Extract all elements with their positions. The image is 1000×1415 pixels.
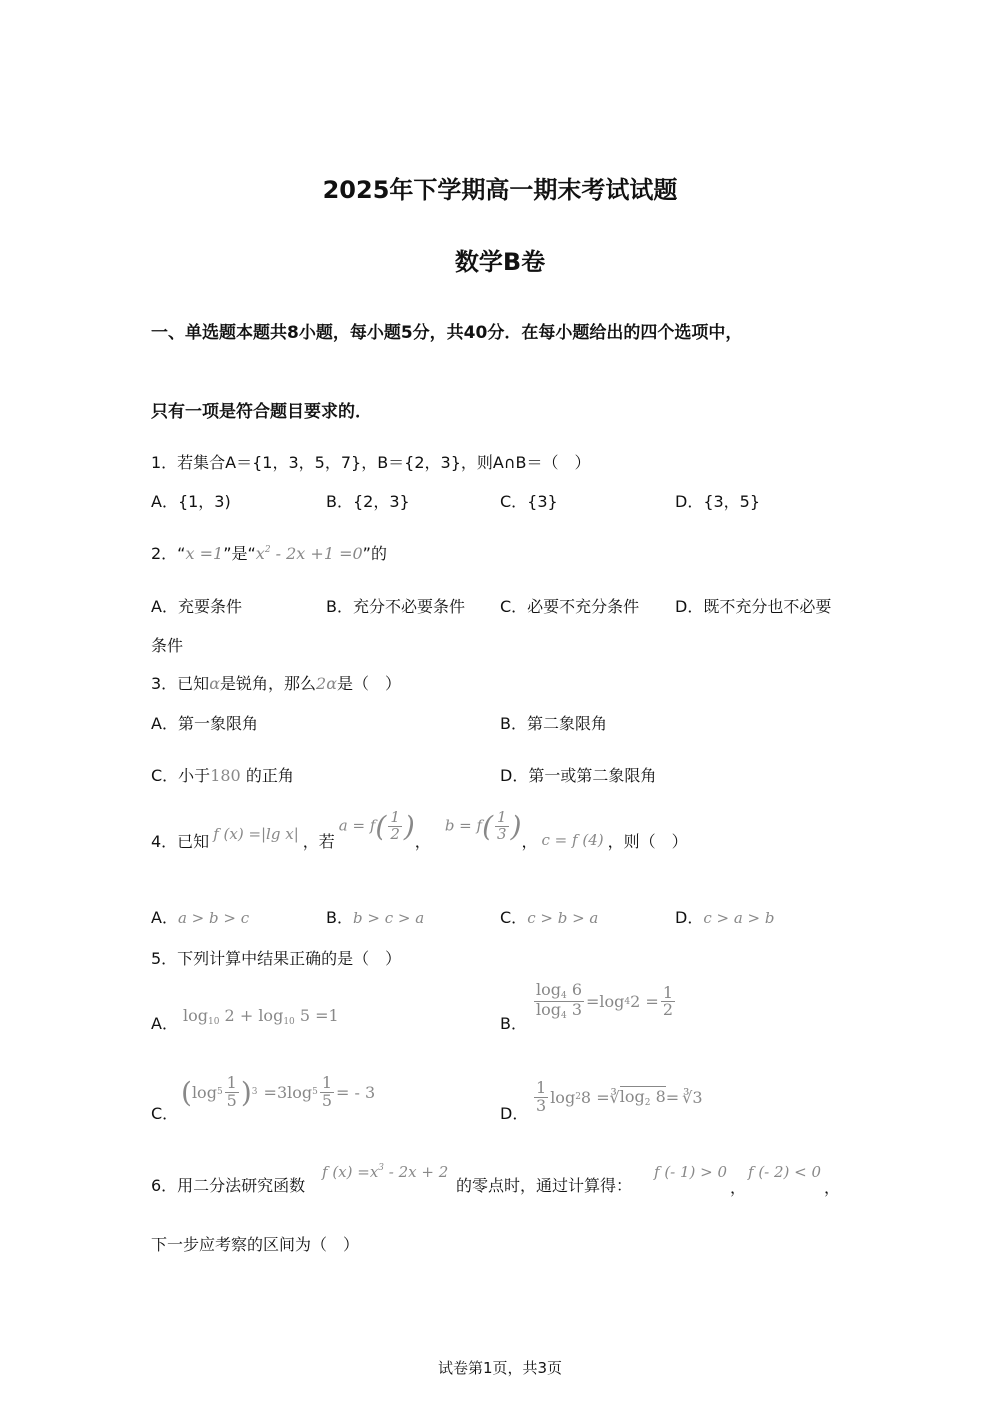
question-3-math-2alpha: 2α (316, 674, 337, 693)
question-2-suffix: ”的 (362, 544, 387, 563)
question-6-prefix: 6．用二分法研究函数 (151, 1176, 306, 1195)
question-4-stem: 4．已知 f (x) =|lg x| ，若 a = f( $\frac{1}{2}$ ) ， b = f( $\frac{1}{3}$ ) ， c = f (4) ，则（ ） (151, 807, 688, 851)
question-6-condition-2: f (- 2) < 0 (748, 1163, 822, 1181)
question-3-option-d: D．第一或第二象限角 (500, 766, 657, 785)
question-4-option-b: B．b > c > a (326, 908, 425, 927)
question-4-b-definition: b = f( $\frac{1}{3}$ ) (444, 807, 522, 843)
question-2-option-a: A．充要条件 (151, 597, 242, 616)
section-heading-line1: 一、单选题本题共8小题，每小题5分，共40分．在每小题给出的四个选项中， (151, 323, 743, 343)
question-6-condition-1: f (- 1) > 0 (654, 1163, 728, 1181)
question-2-option-b: B．充分不必要条件 (326, 597, 465, 616)
question-4-option-a: A．a > b > c (151, 908, 250, 927)
question-2-stem (151, 541, 387, 564)
section-heading-line2: 只有一项是符合题目要求的． (151, 402, 372, 422)
question-2-option-d: D．既不充分也不必要 (675, 597, 832, 616)
question-1-option-c: C．{3} (500, 492, 558, 511)
question-4-option-d: D．c > a > b (675, 908, 775, 927)
question-2-option-d-wrap: 条件 (151, 636, 184, 655)
question-6-mid: 的零点时，通过计算得： (456, 1176, 633, 1195)
question-3-option-b: B．第二象限角 (500, 714, 607, 733)
question-5-option-c-label: C． (151, 1104, 179, 1123)
exam-title: 2025年下学期高一期末考试试题 (322, 176, 678, 204)
question-2-math-1: x =1 (185, 544, 224, 563)
question-5-option-a-label: A． (151, 1014, 178, 1033)
question-6-line2: 下一步应考察的区间为（ ） (151, 1235, 360, 1254)
page-footer: 试卷第1页，共3页 (437, 1359, 563, 1377)
question-5-option-d-label: D． (500, 1104, 529, 1123)
question-4-f-definition: f (x) =|lg x| (213, 825, 299, 843)
question-3-option-a: A．第一象限角 (151, 714, 258, 733)
question-1-option-a: A．{1，3) (151, 492, 231, 511)
question-1-stem: 1．若集合A＝{1，3，5，7}，B＝{2，3}，则A∩B＝（ ） (151, 453, 591, 472)
question-2-math-2: $x^2 - 2x +1 =0$ (255, 544, 363, 563)
exam-subtitle: 数学B卷 (454, 248, 546, 276)
question-1-option-d: D．{3，5} (675, 492, 761, 511)
question-6-end: ， (824, 1178, 841, 1197)
question-6-sep: ， (730, 1178, 747, 1197)
question-3-math-alpha: α (209, 674, 220, 693)
question-1-option-b: B．{2，3} (326, 492, 410, 511)
question-5-option-b-expr: $\frac{\log_4 6}{\log_4 3}$ =log 4 2 = $\frac{1}{2}$ (536, 980, 673, 1022)
question-4-option-c: C．c > b > a (500, 908, 599, 927)
question-5-option-c-expr: ( log 5 $\frac{1}{5}$ ) 3 =3log 5 $\frac{1}{5}$ = - 3 (181, 1073, 376, 1110)
question-5-option-a-expr: $\log_{10} 2 + \log_{10} 5 =1$ (183, 1006, 339, 1027)
question-5-stem: 5．下列计算中结果正确的是（ ） (151, 949, 402, 968)
question-4-a-definition: a = f( $\frac{1}{2}$ ) (338, 807, 415, 843)
question-5-option-d-expr: $\frac{1}{3}$ log 2 8 = ∛ $\log_2 8$ = ∛3 (536, 1078, 703, 1115)
question-6-function: f $(x) =x^3 - 2x + 2$ (322, 1163, 449, 1181)
question-4-c-definition: c = f (4) (541, 831, 604, 849)
question-2-mid: ”是“ (223, 544, 256, 563)
question-2-option-c: C．必要不充分条件 (500, 597, 640, 616)
question-3-option-c: C．小于180 的正角 (151, 766, 294, 785)
question-3-stem: 3．已知α是锐角，那么2α是（ ） (151, 674, 402, 693)
question-5-option-b-label: B． (500, 1014, 527, 1033)
question-2-prefix: 2．“ (151, 544, 186, 563)
